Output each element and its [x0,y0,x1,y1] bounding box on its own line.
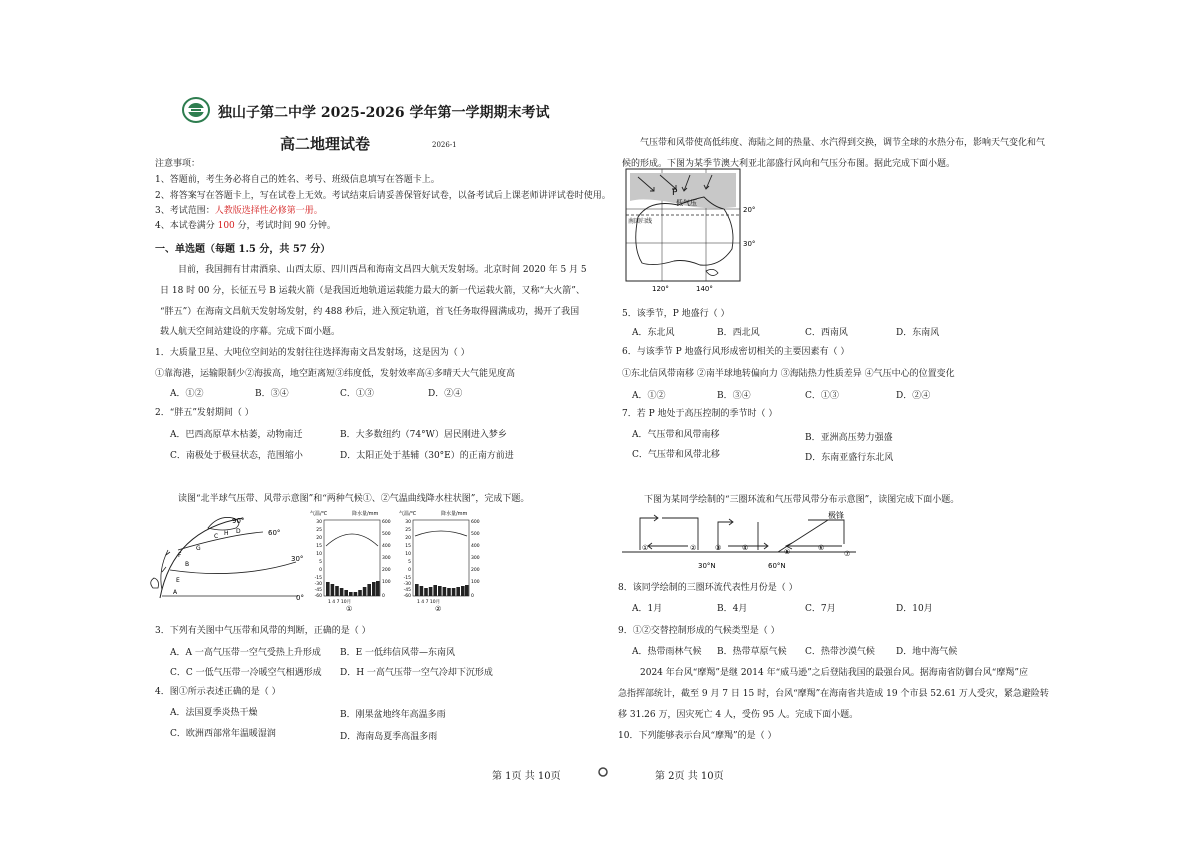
q7-option-b: B．亚洲高压势力强盛 [805,433,893,443]
notes-item-2: 2、将答案写在答题卡上，写在试卷上无效。考试结束后请妥善保管好试卷，以备考试后上课老师讲评试卷时使用。 [155,191,611,201]
chart2-temp-curve [415,531,467,536]
chart1-precip-bars [326,581,380,596]
q1-stem: 1．大质量卫星、大吨位空间站的发射往往选择海南文昌发射场，这是因为（ ） [155,348,470,358]
q6-option-d: D．②④ [896,391,931,401]
q4-option-d: D．海南岛夏季高温多雨 [340,732,438,742]
chart2-precip-bars [415,584,469,596]
svg-text:25: 25 [316,528,322,533]
svg-text:100: 100 [471,580,480,585]
q2-option-c: C．南极处于极昼状态，范围缩小 [170,451,303,461]
svg-text:-60: -60 [403,594,411,599]
passage1-line-2: 日 18 时 00 分，长征五号 B 运载火箭（是我国近地轨道运载能力最大的新一代运载火箭，又称“大火箭”、 [160,286,585,296]
chart2-temp-ticks [404,519,411,599]
svg-text:0: 0 [319,568,322,573]
q10-stem: 10．下列能够表示台风“摩羯”的是（ ） [618,731,777,741]
map-letter-d: D [236,528,241,535]
notes-item-3-prefix: 3、考试范围： [155,206,215,216]
svg-text:500: 500 [382,532,391,537]
svg-text:0: 0 [471,594,474,599]
svg-text:600: 600 [382,520,391,525]
q6-stem: 6．与该季节 P 地盛行风形成密切相关的主要因素有（ ） [622,347,850,357]
passage3-line-2: 急指挥部统计，截至 9 月 7 日 15 时，台风“摩羯”在海南省共造成 19 个市县 52.61 万人受灾，紧急避险转 [618,689,1049,699]
passage3-line-1: 2024 年台风“摩羯”是继 2014 年“威马逊”之后登陆我国的最强台风。据海南省防御台风“摩羯”应 [640,668,1028,678]
svg-text:30: 30 [316,520,322,525]
map-letter-f: F [178,552,182,559]
map-letter-e: E [176,577,180,584]
notes-item-4-suffix: 分，考试时间 90 分钟。 [237,221,336,231]
svg-text:-45: -45 [403,588,411,593]
map-letter-b: B [185,561,190,568]
q3-option-d: D．H 一高气压带一空气冷却下沉形成 [340,668,493,678]
q4-option-b: B．刚果盆地终年高温多雨 [340,710,446,720]
figure1-intro: 读图“北半球气压带、风带示意图”和“两种气候①、②气温曲线降水柱状图”，完成下题。 [178,494,530,504]
chart2-precip-ticks [471,519,480,599]
q2-option-a: A．巴西高原草木枯萎，动物南迁 [170,430,303,440]
map-tropic-label: 南回归线 [628,218,653,225]
svg-text:300: 300 [471,556,480,561]
notes-item-3 [155,203,323,216]
map-p-label: P [672,188,678,198]
page2-footer: 第 2页 共 10页 [655,771,724,782]
svg-text:100: 100 [382,580,391,585]
map-lat-20: 20° [743,206,756,214]
svg-text:500: 500 [471,532,480,537]
svg-text:15: 15 [405,544,411,549]
q1-option-a: A．①② [170,389,204,399]
q6-option-a: A．①② [632,391,666,401]
svg-text:0: 0 [408,568,411,573]
circle-label-5: ⑤ [784,548,791,556]
q1-option-d: D．②④ [428,389,463,399]
label-pole: 极锋 [828,511,844,520]
pressure-belt-map [148,510,318,605]
chart1-id: ① [346,605,353,612]
notes-item-3-scope: 人教版选择性必修第一册。 [214,206,323,216]
svg-text:400: 400 [471,544,480,549]
svg-text:-60: -60 [314,594,322,599]
q3-stem: 3．下列有关图中气压带和风带的判断，正确的是（ ） [155,626,371,636]
passage3-line-3: 移 31.26 万，因灾死亡 4 人，受伤 95 人。完成下面小题。 [618,710,859,720]
svg-text:30: 30 [405,520,411,525]
q2-stem: 2．“胖五”发射期间（ ） [155,408,254,418]
passage1-line-4: 载人航天空间站建设的序幕。完成下面小题。 [160,327,341,337]
passage2-line-1: 气压带和风带使高低纬度、海陆之间的热量、水汽得到交换，调节全球的水热分布，影响天气变化和气 [640,138,1046,148]
earth-quarter-arc [160,518,243,598]
svg-text:600: 600 [471,520,480,525]
q7-option-d: D．东南亚盛行东北风 [805,453,894,463]
chart1-temp-curve [326,534,378,546]
q4-stem: 4．图①所示表述正确的是（ ） [155,687,281,697]
svg-text:15: 15 [316,544,322,549]
map-lat-30: 30° [291,555,304,563]
map-letter-g: G [196,545,201,552]
notes-item-4 [155,218,336,231]
passage1-line-3: “胖五”）在海南文昌航天发射场发射，约 488 秒后，进入预定轨道，首飞任务取得圆满成功，揭开了我国 [160,307,580,317]
q9-option-c: C．热带沙漠气候 [805,647,875,657]
q1-factors: ①靠海港，运输限制少②海拔高，地空距离短③纬度低，发射效率高④多晴天大气能见度高 [155,369,516,379]
svg-text:-45: -45 [314,588,322,593]
exam-code: 2026-1 [432,141,457,149]
notes-item-4-score: 100 [217,221,235,231]
q8-option-c: C．7月 [805,604,836,614]
svg-text:-15: -15 [314,576,322,581]
exam-title: 高二地理试卷 [280,135,371,153]
q8-option-d: D．10月 [896,604,933,614]
notes-heading: 注意事项： [155,159,201,169]
chart1-precip-ticks [382,519,391,599]
circle-label-4: ④ [742,544,749,552]
q3-option-c: C．C 一低气压带一冷暖空气相遇形成 [170,668,322,678]
svg-text:300: 300 [382,556,391,561]
map-low-label: 低气压 [676,199,697,207]
chart2-temp-label: 气温/℃ [399,511,417,517]
q8-option-b: B．4月 [717,604,748,614]
q1-option-b: B．③④ [255,389,289,399]
school-logo [182,97,210,123]
map-letter-h: H [224,530,229,537]
q5-stem: 5．该季节，P 地盛行（ ） [622,309,730,319]
q5-option-c: C．西南风 [805,328,848,338]
chart1-temp-ticks [315,519,322,599]
school-title: 独山子第二中学 2025-2026 学年第一学期期末考试 [218,105,550,121]
svg-text:200: 200 [382,568,391,573]
q9-stem: 9．①②交替控制形成的气候类型是（ ） [618,626,780,636]
map-lat-90: 90° [232,517,245,525]
q8-option-a: A．1月 [632,604,663,614]
q2-option-b: B．大多数纽约（74°W）居民刚进入梦乡 [340,430,507,440]
q7-option-a: A．气压带和风带南移 [632,430,720,440]
q8-stem: 8．该同学绘制的三圈环流代表性月份是（ ） [618,583,798,593]
svg-text:-30: -30 [314,582,322,587]
chart1-temp-label: 气温/℃ [310,511,328,517]
passage1-line-1: 目前，我国拥有甘肃酒泉、山西太原、四川西昌和海南文昌四大航天发射场。北京时间 2020 年 5 月 5 [178,265,587,275]
q7-stem: 7．若 P 地处于高压控制的季节时（ ） [622,409,778,419]
q4-option-c: C．欧洲西部常年温暖湿润 [170,729,276,739]
map-lat-0: 0° [296,594,304,602]
svg-text:10: 10 [316,552,322,557]
q1-option-c: C．①③ [340,389,374,399]
q3-option-a: A．A 一高气压带一空气受热上升形成 [170,648,321,658]
q9-option-a: A．热带雨林气候 [632,647,702,657]
q5-option-d: D．东南风 [896,328,940,338]
chart2-months: 1 4 7 10月 [417,600,441,605]
q5-option-a: A．东北风 [632,328,675,338]
tasmania [706,269,718,275]
svg-text:0: 0 [382,594,385,599]
section-heading: 一、单选题（每题 1.5 分，共 57 分） [155,244,331,255]
chart2-id: ② [435,605,442,612]
svg-text:400: 400 [382,544,391,549]
q7-option-c: C．气压带和风带北移 [632,450,720,460]
svg-text:5: 5 [408,560,411,565]
circle-label-1: ① [642,544,649,552]
chart1-months: 1 4 7 10月 [328,600,352,605]
svg-text:10: 10 [405,552,411,557]
svg-text:20: 20 [316,536,322,541]
circle-label-2: ② [690,544,697,552]
q9-option-b: B．热带草原气候 [717,647,787,657]
svg-text:20: 20 [405,536,411,541]
chart1-precip-label: 降水量/mm [352,511,379,517]
q5-option-b: B．西北风 [717,328,760,338]
continent-blob [151,578,159,588]
map-letter-a: A [173,589,178,596]
binding-hole [597,766,609,778]
climate-chart-1 [306,508,398,612]
climate-chart-2 [395,508,487,612]
svg-text:-15: -15 [403,576,411,581]
australia-wind-map [624,167,774,294]
passage2-line-2: 候的形成。下图为某季节澳大利亚北部盛行风向和气压分布图。据此完成下面小题。 [622,159,956,169]
q4-option-a: A．法国夏季炎热干燥 [170,708,258,718]
map-letter-c: C [214,533,219,540]
map-lat-30: 30° [743,240,756,248]
australia-outline [636,197,733,265]
circle-label-6: ⑥ [818,544,825,552]
q2-option-d: D．太阳正处于基辅（30°E）的正南方前进 [340,451,514,461]
circle-label-7: ⑦ [844,550,851,558]
svg-text:-30: -30 [403,582,411,587]
svg-text:25: 25 [405,528,411,533]
svg-text:200: 200 [471,568,480,573]
q3-option-b: B．E 一低纬信风带—东南风 [340,648,456,658]
q9-option-d: D．地中海气候 [896,647,958,657]
map-lon-140: 140° [696,285,713,293]
chart2-precip-label: 降水量/mm [441,511,468,517]
notes-item-1: 1、答题前，考生务必将自己的姓名、考号、班级信息填写在答题卡上。 [155,175,440,185]
label-60n: 60°N [768,562,786,570]
notes-item-4-prefix: 4、本试卷满分 [155,221,215,231]
q6-factors: ①东北信风带南移 ②南半球地转偏向力 ③海陆热力性质差异 ④气压中心的位置变化 [622,369,955,379]
figure3-intro: 下图为某同学绘制的“三圈环流和气压带风带分布示意图”，读图完成下面小题。 [644,495,960,505]
map-lat-60: 60° [268,529,281,537]
label-30n: 30°N [698,562,716,570]
map-lon-120: 120° [652,285,669,293]
svg-text:5: 5 [319,560,322,565]
q6-option-c: C．①③ [805,391,839,401]
q6-option-b: B．③④ [717,391,751,401]
three-cell-circulation-diagram [618,506,863,572]
page1-footer: 第 1页 共 10页 [492,771,561,782]
circle-label-3: ③ [715,544,722,552]
